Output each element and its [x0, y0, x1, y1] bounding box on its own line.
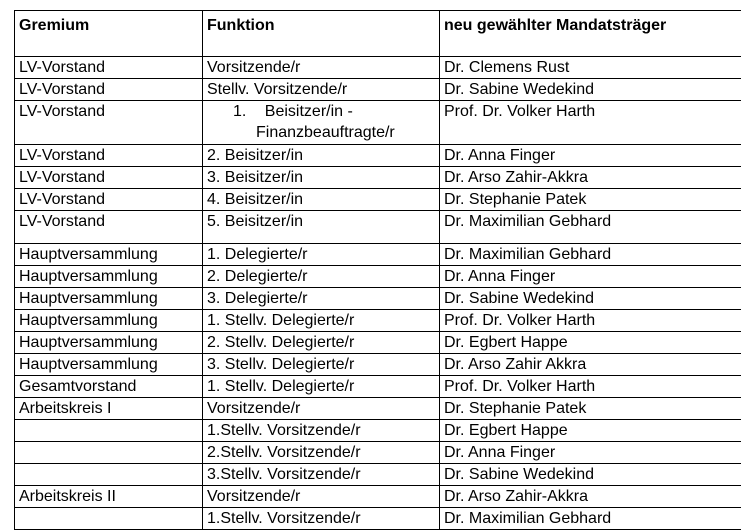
name-cell: Prof. Dr. Volker Harth — [440, 310, 741, 332]
funktion-cell: 3. Beisitzer/in — [203, 167, 440, 189]
gremium-cell: LV-Vorstand — [15, 167, 203, 189]
table-row — [15, 145, 741, 167]
funktion-cell: 1. Delegierte/r — [203, 244, 440, 266]
funktion-cell: 1. Stellv. Delegierte/r — [203, 310, 440, 332]
funktion-cell: 2. Stellv. Delegierte/r — [203, 332, 440, 354]
table-row — [15, 101, 741, 145]
table-row — [15, 189, 741, 211]
table-row — [15, 79, 741, 101]
funktion-cell: 2.Stellv. Vorsitzende/r — [203, 442, 440, 464]
table-row — [15, 442, 741, 464]
funktion-cell: Vorsitzende/r — [203, 57, 440, 79]
name-cell: Dr. Maximilian Gebhard — [440, 508, 741, 530]
gremium-cell: Hauptversammlung — [15, 266, 203, 288]
funktion-cell: Vorsitzende/r — [203, 486, 440, 508]
gremium-cell: Gesamtvorstand — [15, 376, 203, 398]
name-cell: Prof. Dr. Volker Harth — [440, 376, 741, 398]
name-cell: Dr. Anna Finger — [440, 266, 741, 288]
header-row — [15, 11, 741, 57]
funktion-cell: 2. Delegierte/r — [203, 266, 440, 288]
funktion-cell: 3.Stellv. Vorsitzende/r — [203, 464, 440, 486]
header-mandatstraeger: neu gewählter Mandatsträger — [440, 11, 741, 57]
table-row — [15, 398, 741, 420]
name-cell: Dr. Arso Zahir-Akkra — [440, 486, 741, 508]
name-cell: Dr. Sabine Wedekind — [440, 288, 741, 310]
name-cell: Dr. Egbert Happe — [440, 332, 741, 354]
name-cell: Dr. Stephanie Patek — [440, 189, 741, 211]
funktion-cell: 5. Beisitzer/in — [203, 211, 440, 244]
table-row — [15, 486, 741, 508]
table-row — [15, 332, 741, 354]
funktion-number: 1. — [233, 103, 247, 120]
funktion-cell: 3. Stellv. Delegierte/r — [203, 354, 440, 376]
name-cell: Dr. Clemens Rust — [440, 57, 741, 79]
name-cell: Dr. Anna Finger — [440, 145, 741, 167]
funktion-cell: 4. Beisitzer/in — [203, 189, 440, 211]
gremium-cell: Hauptversammlung — [15, 288, 203, 310]
gremium-cell: LV-Vorstand — [15, 57, 203, 79]
gremium-cell — [15, 442, 203, 464]
table-row — [15, 420, 741, 442]
name-cell: Dr. Maximilian Gebhard — [440, 211, 741, 244]
header-funktion: Funktion — [203, 11, 440, 57]
funktion-cell: 1.Stellv. Vorsitzende/r — [203, 508, 440, 530]
name-cell: Dr. Sabine Wedekind — [440, 464, 741, 486]
name-cell: Dr. Maximilian Gebhard — [440, 244, 741, 266]
table-row — [15, 167, 741, 189]
funktion-line-1 — [233, 101, 439, 122]
gremium-cell: LV-Vorstand — [15, 211, 203, 244]
table-row — [15, 288, 741, 310]
name-cell: Dr. Anna Finger — [440, 442, 741, 464]
table-row — [15, 211, 741, 244]
funktion-cell: 1.Stellv. Vorsitzende/r — [203, 420, 440, 442]
gremium-cell: LV-Vorstand — [15, 145, 203, 167]
funktion-line-2: Finanzbeauftragte/r — [256, 124, 395, 141]
table-row — [15, 508, 741, 530]
name-cell: Dr. Sabine Wedekind — [440, 79, 741, 101]
funktion-cell: 3. Delegierte/r — [203, 288, 440, 310]
funktion-cell — [203, 101, 440, 145]
funktion-cell: 2. Beisitzer/in — [203, 145, 440, 167]
gremium-cell: Hauptversammlung — [15, 332, 203, 354]
table-row — [15, 310, 741, 332]
gremium-cell: Hauptversammlung — [15, 244, 203, 266]
name-cell: Dr. Stephanie Patek — [440, 398, 741, 420]
name-cell: Dr. Arso Zahir-Akkra — [440, 167, 741, 189]
table-row — [15, 354, 741, 376]
gremium-cell: Hauptversammlung — [15, 354, 203, 376]
table-row — [15, 464, 741, 486]
funktion-cell: 1. Stellv. Delegierte/r — [203, 376, 440, 398]
gremium-cell: Arbeitskreis II — [15, 486, 203, 508]
table-row — [15, 244, 741, 266]
funktion-cell: Vorsitzende/r — [203, 398, 440, 420]
table-row — [15, 376, 741, 398]
header-gremium: Gremium — [15, 11, 203, 57]
funktion-text: Beisitzer/in - — [264, 103, 353, 120]
gremium-cell: Arbeitskreis I — [15, 398, 203, 420]
name-cell: Dr. Arso Zahir Akkra — [440, 354, 741, 376]
table-row — [15, 57, 741, 79]
gremium-cell — [15, 508, 203, 530]
mandate-table — [14, 10, 741, 530]
gremium-cell: Hauptversammlung — [15, 310, 203, 332]
gremium-cell: LV-Vorstand — [15, 189, 203, 211]
gremium-cell — [15, 420, 203, 442]
name-cell: Dr. Egbert Happe — [440, 420, 741, 442]
gremium-cell — [15, 464, 203, 486]
gremium-cell: LV-Vorstand — [15, 101, 203, 145]
funktion-cell: Stellv. Vorsitzende/r — [203, 79, 440, 101]
table-row — [15, 266, 741, 288]
gremium-cell: LV-Vorstand — [15, 79, 203, 101]
name-cell: Prof. Dr. Volker Harth — [440, 101, 741, 145]
